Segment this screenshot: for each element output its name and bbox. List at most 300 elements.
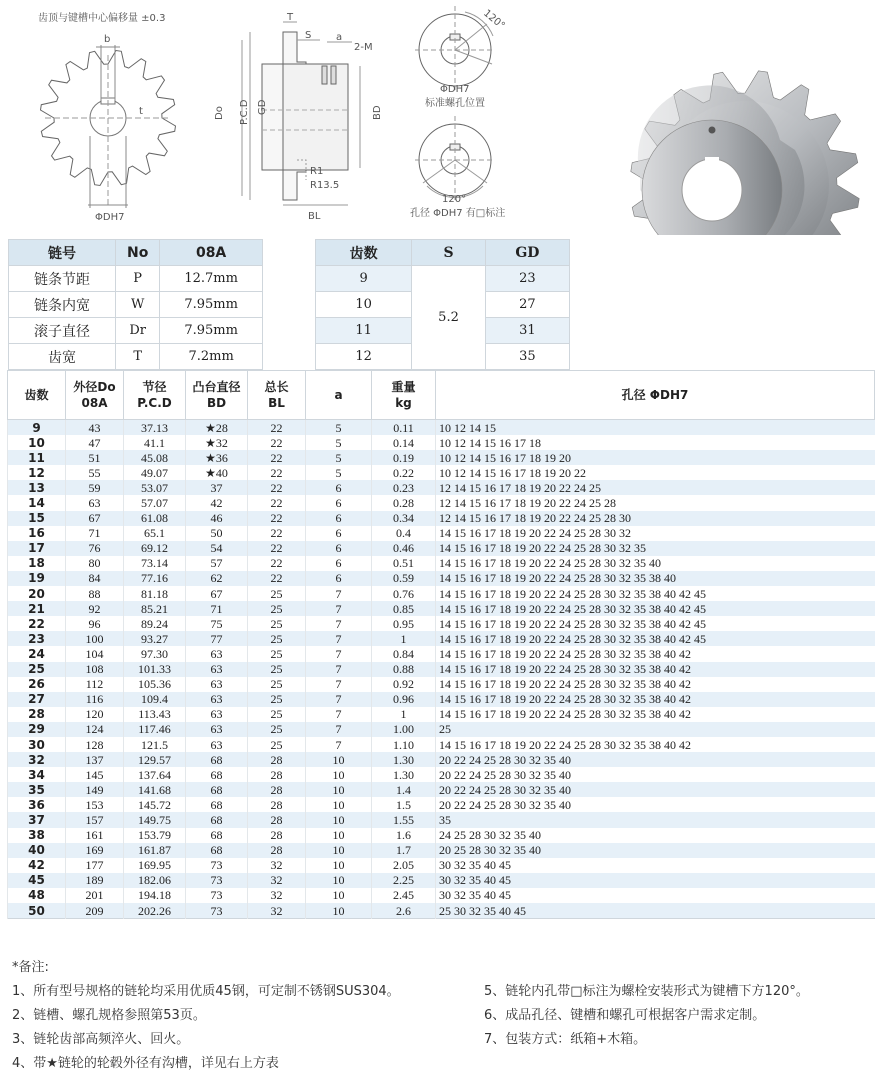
outer-dia-cell: 80 [66,556,124,571]
teeth-cell: 28 [8,707,66,722]
bore-sizes-cell: 35 [436,812,875,827]
sprocket-photo [631,71,859,235]
table-row [8,435,875,450]
teeth-cell: 40 [8,843,66,858]
gd-value: 27 [485,292,569,318]
a-cell: 7 [306,631,372,646]
bd-cell: 63 [186,707,248,722]
bore-sizes-cell: 12 14 15 16 17 18 19 20 22 24 25 [436,480,875,495]
table-row [8,797,875,812]
table-row [8,722,875,737]
table-row [8,420,875,436]
teeth-header-count: 齿数 [316,240,412,266]
weight-cell: 0.19 [372,450,436,465]
a-cell: 5 [306,420,372,436]
bore-sizes-cell: 14 15 16 17 18 19 20 22 24 25 28 30 32 [436,526,875,541]
bd-cell: 73 [186,888,248,903]
table-row [8,571,875,586]
pcd-cell: 105.36 [124,677,186,692]
a-cell: 6 [306,480,372,495]
bl-cell: 28 [248,767,306,782]
col-header-pcd-label: 节径 P.C.D [137,380,172,410]
outer-dia-cell: 96 [66,616,124,631]
weight-cell: 1 [372,631,436,646]
bore-sizes-cell: 25 30 32 35 40 45 [436,903,875,919]
bore-sizes-cell: 14 15 16 17 18 19 20 22 24 25 28 30 32 35 38 40 42 45 [436,586,875,601]
outer-dia-cell: 47 [66,435,124,450]
teeth-cell: 25 [8,662,66,677]
spec-header-model: 08A [160,240,263,266]
a-cell: 10 [306,828,372,843]
teeth-cell: 32 [8,752,66,767]
teeth-cell: 30 [8,737,66,752]
table-row [8,646,875,661]
pcd-cell: 45.08 [124,450,186,465]
bl-cell: 25 [248,631,306,646]
col-header-bd [186,371,248,420]
teeth-cell: 27 [8,692,66,707]
bore-sizes-cell: 14 15 16 17 18 19 20 22 24 25 28 30 32 35 38 40 42 [436,737,875,752]
teeth-cell: 11 [8,450,66,465]
bd-cell: ★32 [186,435,248,450]
teeth-cell: 45 [8,873,66,888]
bl-cell: 32 [248,888,306,903]
bl-cell: 32 [248,858,306,873]
bore-sizes-cell: 20 22 24 25 28 30 32 35 40 [436,797,875,812]
bd-cell: 68 [186,782,248,797]
outer-dia-cell: 120 [66,707,124,722]
notes-title: *备注: [12,960,49,975]
bl-cell: 22 [248,465,306,480]
bd-cell: 68 [186,843,248,858]
bore-sizes-cell: 24 25 28 30 32 35 40 [436,828,875,843]
bore-sizes-cell: 14 15 16 17 18 19 20 22 24 25 28 30 32 35 [436,541,875,556]
table-row [8,631,875,646]
bl-cell: 25 [248,616,306,631]
table-row [8,707,875,722]
label-phi-d: ΦDH7 [95,212,125,223]
bore-sizes-cell: 14 15 16 17 18 19 20 22 24 25 28 30 32 35 38 40 42 45 [436,616,875,631]
teeth-cell: 23 [8,631,66,646]
teeth-cell: 17 [8,541,66,556]
bore-sizes-cell: 30 32 35 40 45 [436,873,875,888]
weight-cell: 0.88 [372,662,436,677]
s-value: 5.2 [412,266,486,370]
teeth-cell: 14 [8,495,66,510]
col-header-bore: 孔径 ΦDH7 [436,371,875,420]
outer-dia-cell: 104 [66,646,124,661]
bl-cell: 28 [248,797,306,812]
outer-dia-cell: 112 [66,677,124,692]
teeth-gd-table [315,239,570,370]
bd-cell: 63 [186,677,248,692]
pcd-cell: 202.26 [124,903,186,919]
outer-dia-cell: 169 [66,843,124,858]
bd-cell: 63 [186,692,248,707]
bd-cell: 73 [186,903,248,919]
pcd-cell: 61.08 [124,511,186,526]
table-row [8,480,875,495]
a-cell: 10 [306,843,372,858]
notes-right [484,980,876,1052]
outer-dia-cell: 161 [66,828,124,843]
bd-cell: ★36 [186,450,248,465]
teeth-cell: 19 [8,571,66,586]
a-cell: 10 [306,812,372,827]
pcd-cell: 53.07 [124,480,186,495]
label-phi-d-top: ΦDH7 [440,84,470,95]
bore-sizes-cell: 14 15 16 17 18 19 20 22 24 25 28 30 32 35 38 40 [436,571,875,586]
bl-cell: 28 [248,828,306,843]
label-r13: R13.5 [310,180,340,191]
weight-cell: 2.6 [372,903,436,919]
pcd-cell: 97.30 [124,646,186,661]
table-row [8,586,875,601]
pcd-cell: 69.12 [124,541,186,556]
outer-dia-cell: 108 [66,662,124,677]
bd-cell: ★40 [186,465,248,480]
table-row [8,465,875,480]
pcd-cell: 117.46 [124,722,186,737]
table-row [8,903,875,919]
outer-dia-cell: 124 [66,722,124,737]
col-header-outer-dia-label: 外径Do 08A [73,380,116,410]
outer-dia-cell: 59 [66,480,124,495]
a-cell: 7 [306,677,372,692]
bd-cell: 63 [186,737,248,752]
bl-cell: 25 [248,722,306,737]
label-bd: BD [372,105,383,120]
table-row [8,752,875,767]
table-row [8,782,875,797]
weight-cell: 0.96 [372,692,436,707]
gd-value: 31 [485,318,569,344]
teeth-count: 10 [316,292,412,318]
table-row [8,556,875,571]
a-cell: 5 [306,450,372,465]
weight-cell: 1.6 [372,828,436,843]
outer-dia-cell: 177 [66,858,124,873]
weight-cell: 0.92 [372,677,436,692]
weight-cell: 2.25 [372,873,436,888]
teeth-cell: 12 [8,465,66,480]
bl-cell: 22 [248,511,306,526]
table-row [8,828,875,843]
bl-cell: 22 [248,480,306,495]
teeth-cell: 20 [8,586,66,601]
teeth-cell: 35 [8,782,66,797]
bd-cell: 46 [186,511,248,526]
bore-sizes-cell: 10 12 14 15 16 17 18 [436,435,875,450]
pcd-cell: 145.72 [124,797,186,812]
bore-sizes-cell: 14 15 16 17 18 19 20 22 24 25 28 30 32 35 38 40 42 45 [436,631,875,646]
pcd-cell: 81.18 [124,586,186,601]
pcd-cell: 93.27 [124,631,186,646]
bd-cell: 68 [186,812,248,827]
teeth-cell: 36 [8,797,66,812]
label-S: S [305,30,312,41]
a-cell: 7 [306,662,372,677]
pcd-cell: 89.24 [124,616,186,631]
col-header-bd-label: 凸台直径 BD [192,380,241,410]
teeth-cell: 34 [8,767,66,782]
outer-dia-cell: 55 [66,465,124,480]
technical-drawing [0,0,880,235]
weight-cell: 0.4 [372,526,436,541]
table-row [8,677,875,692]
table-row [8,888,875,903]
a-cell: 10 [306,752,372,767]
pcd-cell: 49.07 [124,465,186,480]
bl-cell: 22 [248,526,306,541]
col-header-a: a [306,371,372,420]
bl-cell: 25 [248,692,306,707]
gd-value: 35 [485,344,569,370]
pcd-cell: 161.87 [124,843,186,858]
a-cell: 10 [306,888,372,903]
teeth-cell: 50 [8,903,66,919]
table-row [8,692,875,707]
table-row [8,526,875,541]
bd-cell: 68 [186,767,248,782]
outer-dia-cell: 145 [66,767,124,782]
teeth-cell: 37 [8,812,66,827]
spec-header-no: No [116,240,160,266]
teeth-cell: 24 [8,646,66,661]
weight-cell: 1.7 [372,843,436,858]
bore-sizes-cell: 14 15 16 17 18 19 20 22 24 25 28 30 32 35 38 40 42 [436,707,875,722]
note-item: 5、链轮内孔带□标注为螺栓安装形式为键槽下方120°。 [484,984,809,999]
table-row [8,511,875,526]
weight-cell: 1.30 [372,752,436,767]
bl-cell: 25 [248,601,306,616]
label-bl: BL [308,211,321,222]
bd-cell: 57 [186,556,248,571]
weight-cell: 2.45 [372,888,436,903]
bd-cell: 75 [186,616,248,631]
a-cell: 10 [306,858,372,873]
bl-cell: 22 [248,420,306,436]
bore-sizes-cell: 10 12 14 15 [436,420,875,436]
weight-cell: 1 [372,707,436,722]
pcd-cell: 65.1 [124,526,186,541]
teeth-cell: 18 [8,556,66,571]
a-cell: 5 [306,435,372,450]
teeth-cell: 16 [8,526,66,541]
bd-cell: 68 [186,828,248,843]
teeth-header-s: S [412,240,486,266]
pcd-cell: 109.4 [124,692,186,707]
a-cell: 7 [306,722,372,737]
table-row [8,843,875,858]
note-item: 6、成品孔径、键槽和螺孔可根据客户需求定制。 [484,1008,766,1023]
teeth-cell: 38 [8,828,66,843]
pcd-cell: 37.13 [124,420,186,436]
teeth-cell: 42 [8,858,66,873]
teeth-count: 12 [316,344,412,370]
a-cell: 10 [306,903,372,919]
pcd-cell: 121.5 [124,737,186,752]
outer-dia-cell: 201 [66,888,124,903]
sprocket-spec-table [7,370,875,919]
weight-cell: 0.85 [372,601,436,616]
spec-row-value: 12.7mm [160,266,263,292]
weight-cell: 1.4 [372,782,436,797]
bd-cell: 37 [186,480,248,495]
bl-cell: 25 [248,586,306,601]
bd-cell: 50 [186,526,248,541]
bd-cell: 67 [186,586,248,601]
bl-cell: 22 [248,450,306,465]
outer-dia-cell: 209 [66,903,124,919]
front-view [41,45,176,208]
a-cell: 7 [306,737,372,752]
outer-dia-cell: 84 [66,571,124,586]
outer-dia-cell: 153 [66,797,124,812]
outer-dia-cell: 157 [66,812,124,827]
weight-cell: 1.00 [372,722,436,737]
pcd-cell: 141.68 [124,782,186,797]
teeth-cell: 21 [8,601,66,616]
bore-sizes-cell: 20 25 28 30 32 35 40 [436,843,875,858]
label-pcd: P.C.D [239,99,250,125]
bl-cell: 28 [248,752,306,767]
offset-note: 齿顶与键槽中心偏移量 ±0.3 [38,13,166,24]
bl-cell: 25 [248,677,306,692]
spec-header-chain: 链号 [9,240,116,266]
weight-cell: 2.05 [372,858,436,873]
bd-cell: 68 [186,797,248,812]
table-row [8,873,875,888]
weight-cell: 0.28 [372,495,436,510]
bl-cell: 32 [248,873,306,888]
spec-row-symbol: W [116,292,160,318]
pcd-cell: 113.43 [124,707,186,722]
a-cell: 6 [306,526,372,541]
bd-cell: 73 [186,873,248,888]
spec-row-symbol: P [116,266,160,292]
bore-sizes-cell: 12 14 15 16 17 18 19 20 22 24 25 28 [436,495,875,510]
spec-row-name: 齿宽 [9,344,116,370]
bl-cell: 28 [248,843,306,858]
table-row [8,858,875,873]
outer-dia-cell: 100 [66,631,124,646]
bd-cell: 77 [186,631,248,646]
weight-cell: 0.23 [372,480,436,495]
weight-cell: 0.84 [372,646,436,661]
bl-cell: 28 [248,782,306,797]
a-cell: 10 [306,767,372,782]
note-item: 3、链轮齿部高频淬火、回火。 [12,1032,190,1047]
bore-sizes-cell: 20 22 24 25 28 30 32 35 40 [436,767,875,782]
bore-sizes-cell: 14 15 16 17 18 19 20 22 24 25 28 30 32 35 38 40 42 [436,692,875,707]
teeth-header-gd: GD [485,240,569,266]
weight-cell: 0.95 [372,616,436,631]
label-angle-top: 120° [481,7,507,32]
pcd-cell: 41.1 [124,435,186,450]
gd-value: 23 [485,266,569,292]
weight-cell: 0.46 [372,541,436,556]
pcd-cell: 153.79 [124,828,186,843]
spec-row-value: 7.2mm [160,344,263,370]
table-row [8,601,875,616]
outer-dia-cell: 71 [66,526,124,541]
bd-cell: 63 [186,646,248,661]
bd-cell: 63 [186,662,248,677]
weight-cell: 1.5 [372,797,436,812]
table-row [8,616,875,631]
pcd-cell: 149.75 [124,812,186,827]
pcd-cell: 57.07 [124,495,186,510]
label-angle-bottom: 120° [442,194,467,205]
bore-sizes-cell: 30 32 35 40 45 [436,858,875,873]
pcd-cell: 85.21 [124,601,186,616]
a-cell: 6 [306,556,372,571]
teeth-count: 9 [316,266,412,292]
bl-cell: 22 [248,541,306,556]
label-gd: GD [257,99,268,115]
outer-dia-cell: 43 [66,420,124,436]
teeth-cell: 48 [8,888,66,903]
note-item: 4、带★链轮的轮毂外径有沟槽，详见右上方表 [12,1056,279,1071]
label-b: b [104,34,111,45]
a-cell: 7 [306,692,372,707]
pcd-cell: 73.14 [124,556,186,571]
outer-dia-cell: 76 [66,541,124,556]
bore-sizes-cell: 20 22 24 25 28 30 32 35 40 [436,752,875,767]
a-cell: 7 [306,601,372,616]
a-cell: 6 [306,571,372,586]
weight-cell: 0.76 [372,586,436,601]
col-header-bl [248,371,306,420]
col-header-weight [372,371,436,420]
weight-cell: 0.22 [372,465,436,480]
weight-cell: 0.59 [372,571,436,586]
bl-cell: 22 [248,495,306,510]
table-row [8,541,875,556]
teeth-cell: 26 [8,677,66,692]
teeth-cell: 10 [8,435,66,450]
bd-cell: 63 [186,722,248,737]
a-cell: 6 [306,541,372,556]
table-row [8,737,875,752]
bore-sizes-cell: 10 12 14 15 16 17 18 19 20 [436,450,875,465]
spec-row-symbol: T [116,344,160,370]
a-cell: 10 [306,873,372,888]
teeth-cell: 9 [8,420,66,436]
label-2m: 2-M [354,42,373,53]
a-cell: 7 [306,707,372,722]
spec-row-value: 7.95mm [160,318,263,344]
label-t: t [139,106,143,117]
a-cell: 6 [306,511,372,526]
col-header-teeth: 齿数 [8,371,66,420]
bore-sizes-cell: 20 22 24 25 28 30 32 35 40 [436,782,875,797]
outer-dia-cell: 67 [66,511,124,526]
bore-sizes-cell: 25 [436,722,875,737]
outer-dia-cell: 88 [66,586,124,601]
outer-dia-cell: 63 [66,495,124,510]
bl-cell: 25 [248,707,306,722]
col-header-bl-label: 总长 BL [264,380,289,410]
note-item: 7、包装方式：纸箱+木箱。 [484,1032,647,1047]
notes-left [12,956,482,1076]
a-cell: 10 [306,782,372,797]
a-cell: 7 [306,616,372,631]
bore-sizes-cell: 14 15 16 17 18 19 20 22 24 25 28 30 32 35 38 40 42 [436,646,875,661]
spec-row-symbol: Dr [116,318,160,344]
bore-sizes-cell: 14 15 16 17 18 19 20 22 24 25 28 30 32 35 38 40 42 [436,662,875,677]
